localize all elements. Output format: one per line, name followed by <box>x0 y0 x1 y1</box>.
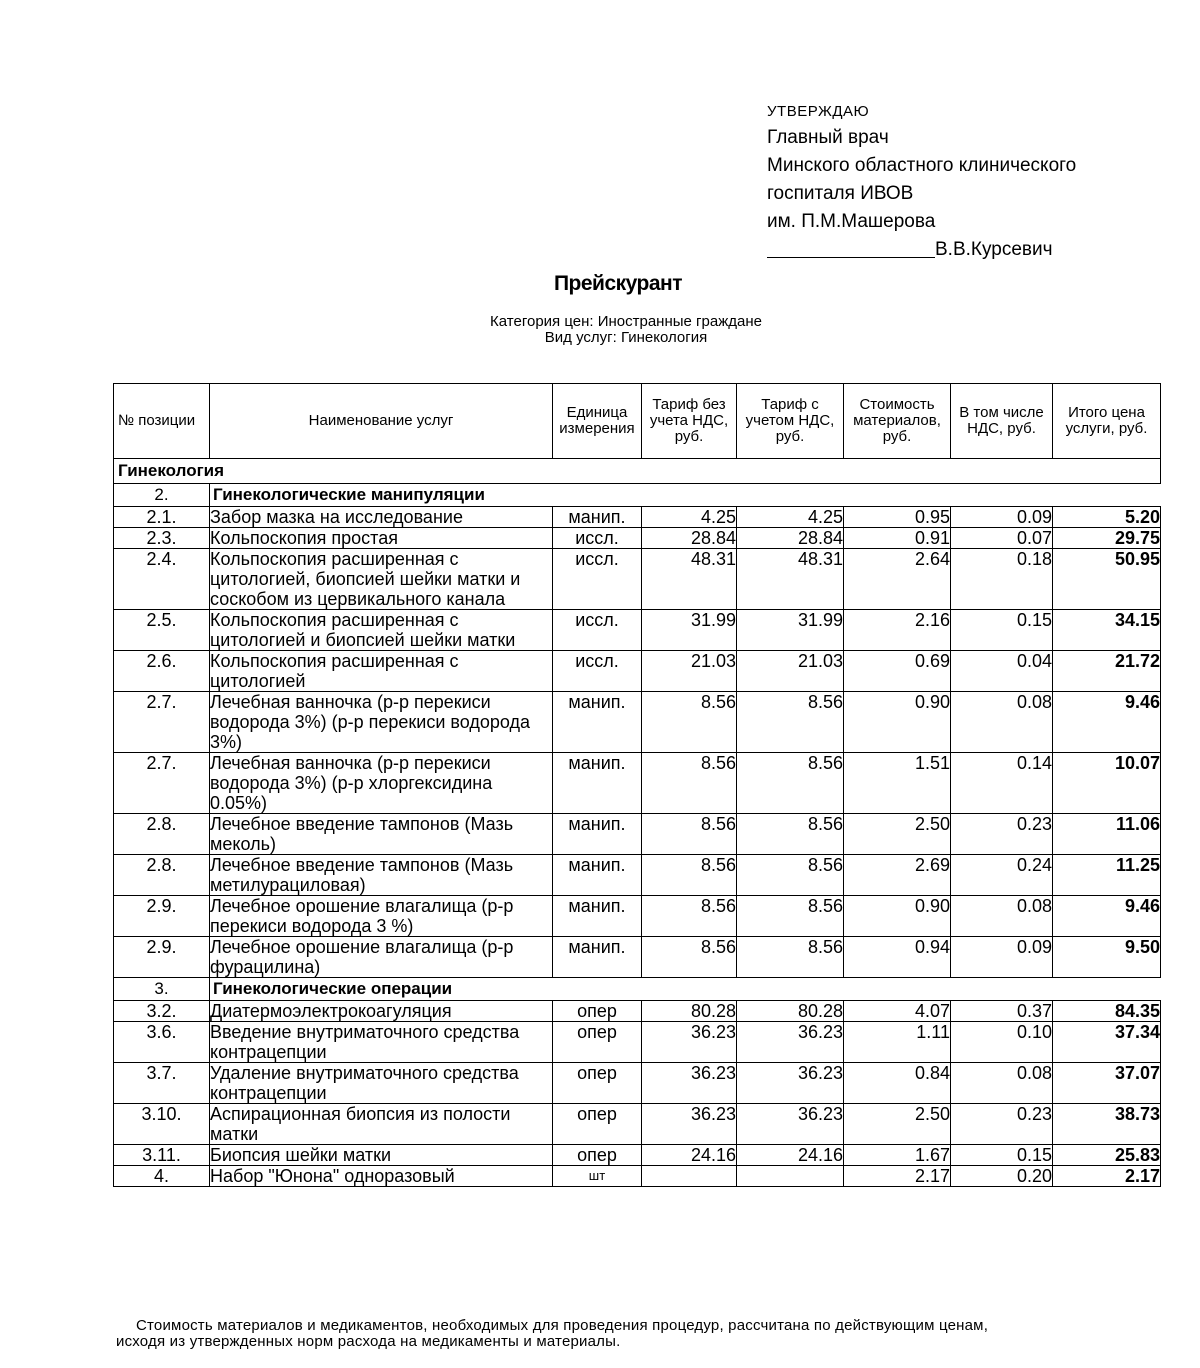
row-tariff-no-vat: 8.56 <box>642 814 737 855</box>
row-unit: манип. <box>553 855 642 896</box>
col-position: № позиции <box>114 384 210 459</box>
row-unit: опер <box>553 1104 642 1145</box>
row-vat: 0.14 <box>951 753 1053 814</box>
row-unit: иссл. <box>553 528 642 549</box>
row-position: 2.7. <box>114 692 210 753</box>
row-unit: опер <box>553 1063 642 1104</box>
row-materials: 0.95 <box>844 507 951 528</box>
document-title: Прейскурант <box>553 272 683 295</box>
row-position: 3.6. <box>114 1022 210 1063</box>
table-row <box>114 610 1161 651</box>
row-service-name: Биопсия шейки матки <box>210 1145 553 1166</box>
row-materials: 2.50 <box>844 814 951 855</box>
row-unit: иссл. <box>553 651 642 692</box>
approval-line-4: им. П.М.Машерова <box>767 211 936 232</box>
col-name: Наименование услуг <box>210 384 553 459</box>
row-total: 34.15 <box>1053 610 1161 651</box>
row-service-name: Кольпоскопия расширенная с цитологией и биопсией шейки матки <box>210 610 553 651</box>
row-tariff-no-vat: 36.23 <box>642 1022 737 1063</box>
approval-header: УТВЕРЖДАЮ <box>767 103 870 120</box>
row-position: 2.5. <box>114 610 210 651</box>
row-tariff-vat: 24.16 <box>737 1145 844 1166</box>
row-materials: 0.94 <box>844 937 951 978</box>
service-type: Вид услуг: Гинекология <box>544 329 708 346</box>
section-number: 2. <box>114 484 210 507</box>
row-position: 2.3. <box>114 528 210 549</box>
row-vat: 0.20 <box>951 1166 1053 1187</box>
row-unit: манип. <box>553 896 642 937</box>
row-position: 3.10. <box>114 1104 210 1145</box>
row-vat: 0.08 <box>951 896 1053 937</box>
col-vat-included: В том числе НДС, руб. <box>951 384 1053 459</box>
row-tariff-no-vat: 24.16 <box>642 1145 737 1166</box>
row-total: 25.83 <box>1053 1145 1161 1166</box>
table-header <box>114 384 1161 459</box>
footnote-line-2: исходя из утвержденных норм расхода на медикаменты и материалы. <box>116 1333 621 1350</box>
row-total: 84.35 <box>1053 1001 1161 1022</box>
row-service-name: Кольпоскопия расширенная с цитологией, биопсией шейки матки и соскобом из цервикального канала <box>210 549 553 610</box>
col-tariff-no-vat: Тариф без учета НДС, руб. <box>642 384 737 459</box>
row-tariff-vat: 48.31 <box>737 549 844 610</box>
row-tariff-no-vat: 36.23 <box>642 1104 737 1145</box>
section-title: Гинекологические операции <box>210 978 1161 1001</box>
row-total: 37.07 <box>1053 1063 1161 1104</box>
signature-blank <box>767 239 935 258</box>
approval-line-2: Минского областного клинического <box>767 155 1077 176</box>
row-materials: 0.90 <box>844 692 951 753</box>
row-total: 29.75 <box>1053 528 1161 549</box>
row-total: 9.50 <box>1053 937 1161 978</box>
row-position: 2.8. <box>114 814 210 855</box>
table-row <box>114 1022 1161 1063</box>
signer-name: В.В.Курсевич <box>935 239 1053 260</box>
row-service-name: Удаление внутриматочного средства контрацепции <box>210 1063 553 1104</box>
row-service-name: Лечебное орошение влагалища (р-р перекиси водорода 3 %) <box>210 896 553 937</box>
row-tariff-no-vat: 8.56 <box>642 753 737 814</box>
row-vat: 0.07 <box>951 528 1053 549</box>
row-vat: 0.37 <box>951 1001 1053 1022</box>
row-service-name: Лечебное введение тампонов (Мазь меколь) <box>210 814 553 855</box>
table-row <box>114 896 1161 937</box>
row-position: 3.7. <box>114 1063 210 1104</box>
row-tariff-no-vat: 8.56 <box>642 855 737 896</box>
row-tariff-vat: 28.84 <box>737 528 844 549</box>
footnote-line-1: Стоимость материалов и медикаментов, необходимых для проведения процедур, рассчитана по действующим ценам, <box>136 1317 989 1334</box>
row-service-name: Лечебное введение тампонов (Мазь метилурациловая) <box>210 855 553 896</box>
row-materials: 0.90 <box>844 896 951 937</box>
row-tariff-no-vat: 21.03 <box>642 651 737 692</box>
row-total: 2.17 <box>1053 1166 1161 1187</box>
table-row <box>114 549 1161 610</box>
row-unit: манип. <box>553 753 642 814</box>
row-tariff-vat: 8.56 <box>737 855 844 896</box>
table-row <box>114 1104 1161 1145</box>
row-position: 3.2. <box>114 1001 210 1022</box>
row-service-name: Лечебное орошение влагалища (р-р фурацилина) <box>210 937 553 978</box>
row-tariff-vat: 8.56 <box>737 753 844 814</box>
row-materials: 2.69 <box>844 855 951 896</box>
row-tariff-vat <box>737 1166 844 1187</box>
row-position: 3.11. <box>114 1145 210 1166</box>
row-service-name: Введение внутриматочного средства контрацепции <box>210 1022 553 1063</box>
row-unit: манип. <box>553 507 642 528</box>
table-row <box>114 528 1161 549</box>
row-total: 21.72 <box>1053 651 1161 692</box>
row-total: 5.20 <box>1053 507 1161 528</box>
row-vat: 0.08 <box>951 1063 1053 1104</box>
row-tariff-vat: 21.03 <box>737 651 844 692</box>
row-vat: 0.09 <box>951 937 1053 978</box>
row-tariff-vat: 36.23 <box>737 1022 844 1063</box>
table-row <box>114 753 1161 814</box>
row-materials: 2.16 <box>844 610 951 651</box>
row-tariff-vat: 8.56 <box>737 937 844 978</box>
row-total: 9.46 <box>1053 896 1161 937</box>
row-vat: 0.09 <box>951 507 1053 528</box>
row-unit: манип. <box>553 937 642 978</box>
row-position: 2.8. <box>114 855 210 896</box>
row-tariff-no-vat: 31.99 <box>642 610 737 651</box>
price-table <box>113 383 1161 1187</box>
row-tariff-no-vat: 80.28 <box>642 1001 737 1022</box>
row-tariff-vat: 8.56 <box>737 896 844 937</box>
row-total: 10.07 <box>1053 753 1161 814</box>
row-tariff-no-vat: 36.23 <box>642 1063 737 1104</box>
row-position: 2.9. <box>114 937 210 978</box>
table-row <box>114 507 1161 528</box>
row-tariff-no-vat: 4.25 <box>642 507 737 528</box>
row-tariff-vat: 4.25 <box>737 507 844 528</box>
table-row <box>114 937 1161 978</box>
row-materials: 1.11 <box>844 1022 951 1063</box>
footnote <box>116 1318 1116 1350</box>
table-row <box>114 1166 1161 1187</box>
row-unit: манип. <box>553 814 642 855</box>
row-total: 11.06 <box>1053 814 1161 855</box>
table-row <box>114 1145 1161 1166</box>
row-position: 2.9. <box>114 896 210 937</box>
row-materials: 1.51 <box>844 753 951 814</box>
row-vat: 0.15 <box>951 610 1053 651</box>
row-total: 37.34 <box>1053 1022 1161 1063</box>
row-unit: иссл. <box>553 549 642 610</box>
row-materials: 2.17 <box>844 1166 951 1187</box>
row-tariff-no-vat: 8.56 <box>642 692 737 753</box>
row-unit: манип. <box>553 692 642 753</box>
row-tariff-vat: 36.23 <box>737 1063 844 1104</box>
table-row <box>114 651 1161 692</box>
row-total: 11.25 <box>1053 855 1161 896</box>
section-number: 3. <box>114 978 210 1001</box>
row-position: 4. <box>114 1166 210 1187</box>
row-unit: опер <box>553 1022 642 1063</box>
approval-block <box>767 100 1167 264</box>
row-service-name: Диатермоэлектрокоагуляция <box>210 1001 553 1022</box>
row-vat: 0.08 <box>951 692 1053 753</box>
row-vat: 0.18 <box>951 549 1053 610</box>
section-title: Гинекологические манипуляции <box>210 484 1161 507</box>
category-row <box>114 459 1161 484</box>
col-total: Итого цена услуги, руб. <box>1053 384 1161 459</box>
row-total: 50.95 <box>1053 549 1161 610</box>
row-vat: 0.04 <box>951 651 1053 692</box>
row-vat: 0.10 <box>951 1022 1053 1063</box>
row-position: 2.6. <box>114 651 210 692</box>
row-position: 2.4. <box>114 549 210 610</box>
row-tariff-vat: 8.56 <box>737 814 844 855</box>
row-vat: 0.24 <box>951 855 1053 896</box>
col-tariff-vat: Тариф с учетом НДС, руб. <box>737 384 844 459</box>
row-unit: опер <box>553 1001 642 1022</box>
row-materials: 4.07 <box>844 1001 951 1022</box>
row-materials: 0.69 <box>844 651 951 692</box>
row-tariff-no-vat: 48.31 <box>642 549 737 610</box>
section-row <box>114 484 1161 507</box>
row-vat: 0.23 <box>951 1104 1053 1145</box>
approval-line-1: Главный врач <box>767 127 889 148</box>
row-materials: 0.84 <box>844 1063 951 1104</box>
row-service-name: Кольпоскопия расширенная с цитологией <box>210 651 553 692</box>
signature-line <box>767 236 1167 264</box>
row-tariff-no-vat: 28.84 <box>642 528 737 549</box>
row-service-name: Лечебная ванночка (р-р перекиси водорода 3%) (р-р перекиси водорода 3%) <box>210 692 553 753</box>
row-tariff-no-vat: 8.56 <box>642 896 737 937</box>
table-row <box>114 692 1161 753</box>
row-tariff-vat: 36.23 <box>737 1104 844 1145</box>
table-row <box>114 1063 1161 1104</box>
row-unit: опер <box>553 1145 642 1166</box>
row-materials: 1.67 <box>844 1145 951 1166</box>
row-materials: 2.50 <box>844 1104 951 1145</box>
table-row <box>114 855 1161 896</box>
row-vat: 0.15 <box>951 1145 1053 1166</box>
row-service-name: Кольпоскопия простая <box>210 528 553 549</box>
row-tariff-no-vat: 8.56 <box>642 937 737 978</box>
approval-line-3: госпиталя ИВОВ <box>767 183 914 204</box>
row-position: 2.7. <box>114 753 210 814</box>
col-unit: Единица измерения <box>553 384 642 459</box>
row-service-name: Аспирационная биопсия из полости матки <box>210 1104 553 1145</box>
price-category: Категория цен: Иностранные граждане <box>490 313 762 330</box>
table-row <box>114 814 1161 855</box>
row-tariff-no-vat <box>642 1166 737 1187</box>
row-materials: 2.64 <box>844 549 951 610</box>
row-total: 9.46 <box>1053 692 1161 753</box>
row-materials: 0.91 <box>844 528 951 549</box>
row-service-name: Забор мазка на исследование <box>210 507 553 528</box>
row-service-name: Набор "Юнона" одноразовый <box>210 1166 553 1187</box>
row-unit: иссл. <box>553 610 642 651</box>
row-tariff-vat: 31.99 <box>737 610 844 651</box>
table-row <box>114 1001 1161 1022</box>
row-unit: шт <box>553 1166 642 1187</box>
row-tariff-vat: 8.56 <box>737 692 844 753</box>
row-service-name: Лечебная ванночка (р-р перекиси водорода 3%) (р-р хлоргексидина 0.05%) <box>210 753 553 814</box>
col-materials: Стоимость материалов, руб. <box>844 384 951 459</box>
row-total: 38.73 <box>1053 1104 1161 1145</box>
row-tariff-vat: 80.28 <box>737 1001 844 1022</box>
row-position: 2.1. <box>114 507 210 528</box>
row-vat: 0.23 <box>951 814 1053 855</box>
category-label: Гинекология <box>114 459 1161 484</box>
section-row <box>114 978 1161 1001</box>
